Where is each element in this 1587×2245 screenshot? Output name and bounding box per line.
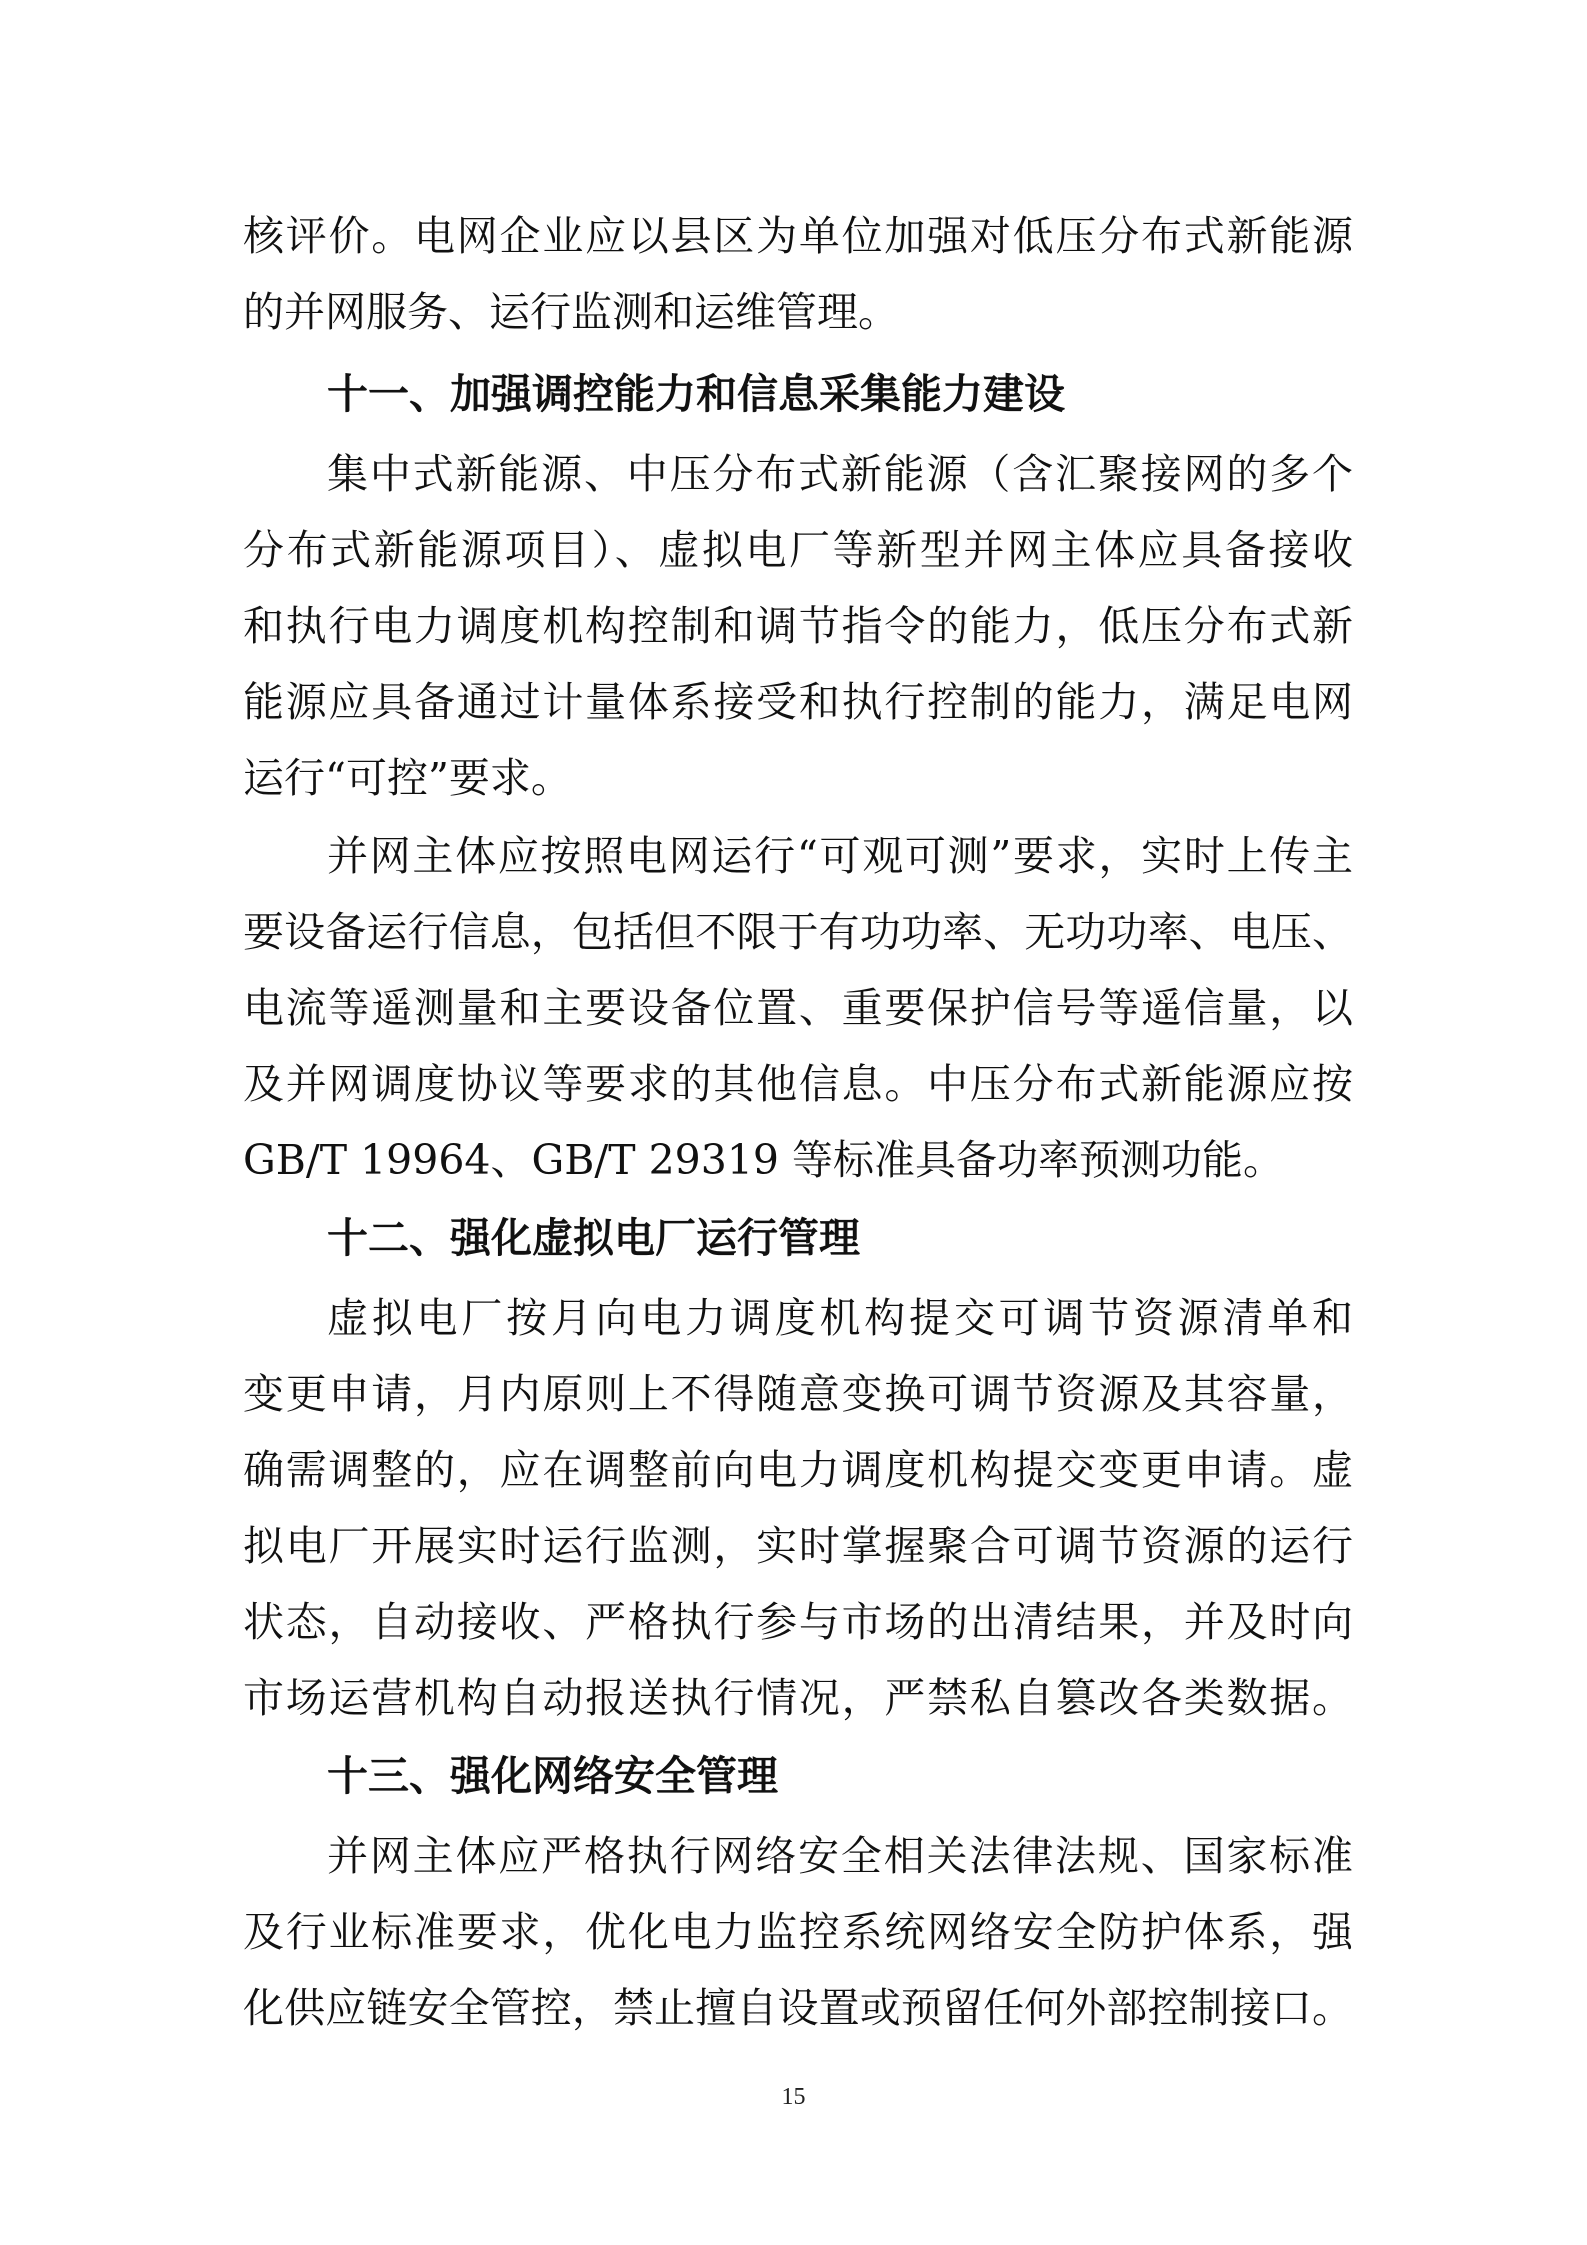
section-heading: 十二、强化虚拟电厂运行管理	[327, 1214, 860, 1262]
paragraph-line: 并网主体应按照电网运行“可观可测”要求，实时上传主	[327, 832, 1353, 880]
paragraph-line: 能源应具备通过计量体系接受和执行控制的能力，满足电网	[243, 678, 1353, 726]
section-heading: 十一、加强调控能力和信息采集能力建设	[327, 370, 1065, 418]
paragraph-line: 拟电厂开展实时运行监测，实时掌握聚合可调节资源的运行	[243, 1522, 1353, 1570]
paragraph-line: 和执行电力调度机构控制和调节指令的能力，低压分布式新	[243, 602, 1353, 650]
paragraph-line: 集中式新能源、中压分布式新能源（含汇聚接网的多个	[327, 450, 1353, 498]
paragraph-line: 状态，自动接收、严格执行参与市场的出清结果，并及时向	[243, 1598, 1353, 1646]
paragraph-line: 及行业标准要求，优化电力监控系统网络安全防护体系，强	[243, 1908, 1353, 1956]
paragraph-line: 及并网调度协议等要求的其他信息。中压分布式新能源应按	[243, 1060, 1353, 1108]
paragraph-line: 确需调整的，应在调整前向电力调度机构提交变更申请。虚	[243, 1446, 1353, 1494]
paragraph-line: 并网主体应严格执行网络安全相关法律法规、国家标准	[327, 1832, 1353, 1880]
paragraph-line: 的并网服务、运行监测和运维管理。	[243, 288, 899, 336]
paragraph-line: 分布式新能源项目）、虚拟电厂等新型并网主体应具备接收	[243, 526, 1353, 574]
paragraph-line: 要设备运行信息，包括但不限于有功功率、无功功率、电压、	[243, 908, 1353, 956]
paragraph-line: 核评价。电网企业应以县区为单位加强对低压分布式新能源	[243, 212, 1353, 260]
paragraph-line: 变更申请，月内原则上不得随意变换可调节资源及其容量，	[243, 1370, 1353, 1418]
paragraph-line: 运行“可控”要求。	[243, 754, 572, 802]
page-number: 15	[781, 2084, 806, 2110]
section-heading: 十三、强化网络安全管理	[327, 1752, 778, 1800]
paragraph-line: 化供应链安全管控，禁止擅自设置或预留任何外部控制接口。	[243, 1984, 1353, 2032]
paragraph-line: 市场运营机构自动报送执行情况，严禁私自篡改各类数据。	[243, 1674, 1353, 1722]
paragraph-line: 电流等遥测量和主要设备位置、重要保护信号等遥信量，以	[243, 984, 1353, 1032]
paragraph-line: 虚拟电厂按月向电力调度机构提交可调节资源清单和	[327, 1294, 1353, 1342]
paragraph-line: GB/T 19964、GB/T 29319 等标准具备功率预测功能。	[243, 1136, 1285, 1184]
